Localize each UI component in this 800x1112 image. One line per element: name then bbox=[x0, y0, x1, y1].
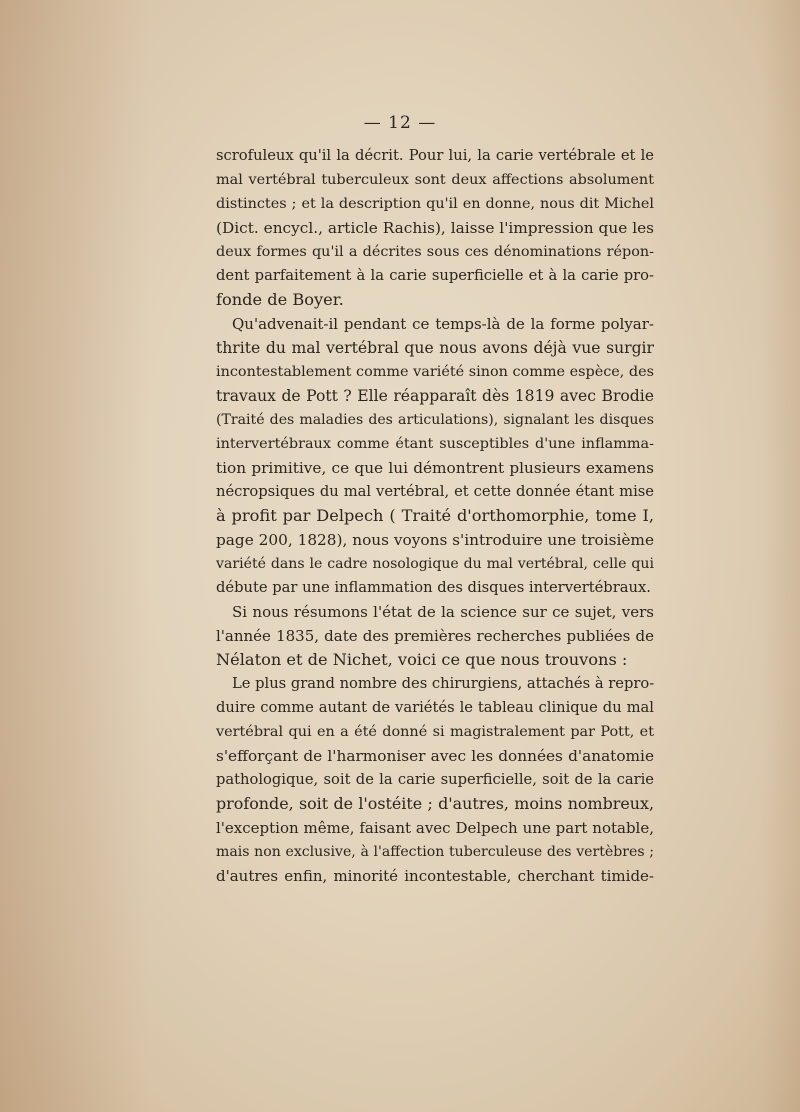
text-line: scrofuleux qu'il la décrit. Pour lui, la carie vertébrale et le bbox=[216, 147, 654, 164]
text-line: tion primitive, ce que lui démontrent plusieurs examens bbox=[216, 459, 654, 477]
text-line: l'exception même, faisant avec Delpech une part notable, bbox=[216, 819, 654, 837]
text-line: duire comme autant de variétés le tableau clinique du mal bbox=[216, 699, 654, 716]
text-line: mais non exclusive, à l'affection tuberculeuse des vertèbres ; bbox=[216, 844, 654, 860]
text-line: intervertébraux comme étant susceptibles d'une inflamma- bbox=[216, 436, 654, 452]
text-line: mal vertébral tuberculeux sont deux affections absolument bbox=[216, 172, 654, 188]
text-line: Si nous résumons l'état de la science sur ce sujet, vers bbox=[232, 603, 654, 621]
body-text bbox=[216, 144, 654, 888]
text-line: dent parfaitement à la carie superficielle et à la carie pro- bbox=[216, 267, 654, 284]
text-line: pathologique, soit de la carie superficielle, soit de la carie bbox=[216, 771, 654, 788]
text-line: à profit par Delpech ( Traité d'orthomorphie, tome I, bbox=[216, 506, 654, 525]
page-number: — 12 — bbox=[363, 113, 437, 133]
text-line: s'efforçant de l'harmoniser avec les données d'anatomie bbox=[216, 747, 654, 765]
text-line: l'année 1835, date des premières recherches publiées de bbox=[216, 627, 654, 645]
text-line: (Traité des maladies des articulations), signalant les disques bbox=[216, 412, 654, 428]
text-line: Nélaton et de Nichet, voici ce que nous trouvons : bbox=[216, 650, 628, 669]
text-line: Qu'advenait-il pendant ce temps-là de la forme polyar- bbox=[232, 315, 654, 333]
text-line: débute par une inflammation des disques intervertébraux. bbox=[216, 579, 651, 596]
text-line: d'autres enfin, minorité incontestable, cherchant timide- bbox=[216, 867, 654, 885]
text-line: vertébral qui en a été donné si magistralement par Pott, et bbox=[216, 724, 654, 740]
text-line: nécropsiques du mal vertébral, et cette donnée étant mise bbox=[216, 483, 654, 500]
text-line: profonde, soit de l'ostéite ; d'autres, moins nombreux, bbox=[216, 794, 654, 813]
text-line: fonde de Boyer. bbox=[216, 290, 344, 309]
text-line: distinctes ; et la description qu'il en donne, nous dit Michel bbox=[216, 196, 654, 212]
text-line: deux formes qu'il a décrites sous ces dénominations répon- bbox=[216, 244, 654, 260]
text-line: incontestablement comme variété sinon comme espèce, des bbox=[216, 364, 654, 380]
text-line: page 200, 1828), nous voyons s'introduire une troisième bbox=[216, 531, 654, 549]
text-line: Le plus grand nombre des chirurgiens, attachés à repro- bbox=[232, 675, 654, 692]
text-line: thrite du mal vertébral que nous avons déjà vue surgir bbox=[216, 339, 654, 357]
text-line: travaux de Pott ? Elle réapparaît dès 1819 avec Brodie bbox=[216, 387, 654, 405]
text-line: variété dans le cadre nosologique du mal vertébral, celle qui bbox=[216, 556, 654, 572]
text-line: (Dict. encycl., article Rachis), laisse l'impression que les bbox=[216, 219, 654, 237]
